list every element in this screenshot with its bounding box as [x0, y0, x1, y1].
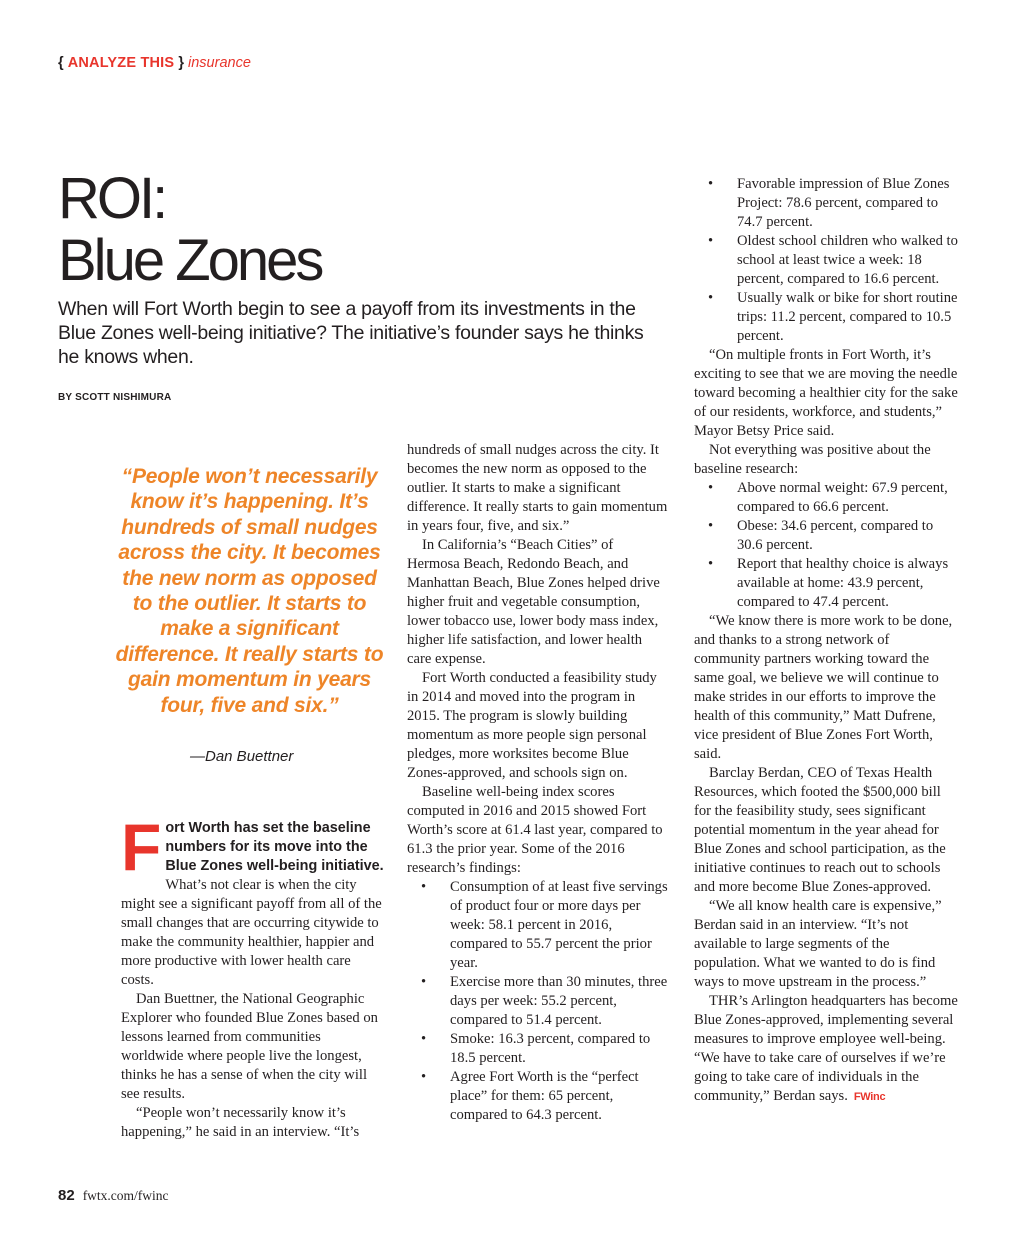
article-title: [58, 168, 321, 292]
byline: BY SCOTT NISHIMURA: [58, 392, 172, 403]
bullet-icon: •: [708, 176, 714, 192]
paragraph: Not everything was positive about the baseline research:: [694, 442, 931, 477]
fwinc-signoff-logo: FWinc: [853, 1091, 886, 1103]
paragraph: Barclay Berdan, CEO of Texas Health Resources, which footed the $500,000 bill for the feasibility study, sees significant potential momentum in the year ahead for Blue Zones and school participation, as the initiative continues to reach out to schools and more become Blue Zones-approved.: [694, 765, 946, 895]
bullet-icon: •: [421, 1031, 427, 1047]
paragraph: Fort Worth conducted a feasibility study in 2014 and moved into the program in 2015. The program is slowly building momentum as more people sign personal pledges, more worksites become Blue Zones-approved, and schools sign on.: [407, 670, 657, 781]
list-item-text: Exercise more than 30 minutes, three days per week: 55.2 percent, compared to 51.4 percent.: [450, 974, 668, 1028]
negative-findings-list: [694, 479, 958, 612]
bullet-icon: •: [708, 518, 714, 534]
lead-paragraph: [121, 810, 384, 990]
list-item-text: Usually walk or bike for short routine trips: 11.2 percent, compared to 10.5 percent.: [737, 290, 958, 344]
article-deck: When will Fort Worth begin to see a payoff from its investments in the Blue Zones well-being initiative? The initiative’s founder says he thinks he knows when.: [58, 298, 644, 368]
list-item: [407, 1068, 669, 1125]
list-item: [407, 1030, 669, 1068]
list-item: [694, 175, 958, 232]
bullet-icon: •: [708, 233, 714, 249]
list-item: [407, 973, 669, 1030]
section-bracket-close: }: [178, 55, 184, 71]
list-item-text: Oldest school children who walked to school at least twice a week: 18 percent, compared to 16.6 percent.: [737, 233, 958, 287]
list-item-text: Report that healthy choice is always available at home: 43.9 percent, compared to 47.4 percent.: [737, 556, 949, 610]
list-item-text: Above normal weight: 67.9 percent, compared to 66.6 percent.: [737, 480, 948, 515]
paragraph: “We know there is more work to be done, and thanks to a strong network of community partners working toward the same goal, we believe we will continue to make strides in our efforts to improve the health of this community,” Matt Dufrene, vice president of Blue Zones Fort Worth, said.: [694, 613, 953, 762]
section-category: insurance: [188, 55, 251, 71]
list-item-text: Agree Fort Worth is the “perfect place” for them: 65 percent, compared to 64.3 percent.: [450, 1069, 639, 1123]
pull-quote-attribution: —Dan Buettner: [190, 748, 294, 765]
page-footer: [58, 1187, 169, 1205]
article-column-1: [121, 810, 384, 1142]
findings-list-continued: [694, 175, 958, 346]
bullet-icon: •: [708, 556, 714, 572]
list-item: [407, 878, 669, 973]
pull-quote: “People won’t necessarily know it’s happening. It’s hundreds of small nudges across the city. It becomes the new norm as opposed to the outlier. It starts to make a significant difference. It really starts to gain momentum in years four, five and six.”: [115, 465, 384, 717]
list-item: [694, 555, 958, 612]
drop-cap: F: [121, 810, 162, 884]
article-column-2: [407, 441, 669, 1125]
paragraph: Baseline well-being index scores computed in 2016 and 2015 showed Fort Worth’s score at 61.4 last year, compared to 61.3 the prior year. Some of the 2016 research’s findings:: [407, 784, 663, 876]
list-item: [694, 517, 958, 555]
list-item-text: Smoke: 16.3 percent, compared to 18.5 percent.: [450, 1031, 651, 1066]
bullet-icon: •: [708, 290, 714, 306]
list-item: [694, 479, 958, 517]
footer-url: fwtx.com/fwinc: [82, 1188, 169, 1203]
paragraph: In California’s “Beach Cities” of Hermosa Beach, Redondo Beach, and Manhattan Beach, Blue Zones helped drive higher fruit and vegetable consumption, lower tobacco use, lower body mass index, higher life satisfaction, and lower health care expense.: [407, 537, 660, 667]
list-item-text: Obese: 34.6 percent, compared to 30.6 percent.: [737, 518, 934, 553]
title-line-2: Blue Zones: [58, 228, 322, 293]
paragraph: “On multiple fronts in Fort Worth, it’s exciting to see that we are moving the needle toward becoming a healthier city for the sake of our residents, workforce, and students,” Mayor Betsy Price said.: [694, 347, 958, 439]
paragraph: hundreds of small nudges across the city. It becomes the new norm as opposed to the outlier. It starts to make a significant difference. It really starts to gain momentum in years four, five, and six.”: [407, 442, 668, 534]
section-label: ANALYZE THIS: [67, 55, 175, 71]
list-item-text: Consumption of at least five servings of product four or more days per week: 58.1 percent in 2016, compared to 55.7 percent the prior year.: [450, 879, 668, 971]
list-item-text: Favorable impression of Blue Zones Project: 78.6 percent, compared to 74.7 percent.: [737, 176, 950, 230]
lead-text: ort Worth has set the baseline numbers for its move into the Blue Zones well-being initiative.: [165, 820, 384, 874]
paragraph: Dan Buettner, the National Geographic Explorer who founded Blue Zones based on lessons learned from communities worldwide where people live the longest, thinks he has a sense of when the city will see results.: [121, 991, 378, 1102]
bullet-icon: •: [421, 879, 427, 895]
final-paragraph: [694, 992, 958, 1107]
findings-list: [407, 878, 669, 1125]
list-item: [694, 289, 958, 346]
article-column-3: [694, 175, 958, 1107]
bullet-icon: •: [421, 974, 427, 990]
bullet-icon: •: [708, 480, 714, 496]
lead-text-rest: What’s not clear is when the city might see a significant payoff from all of the small changes that are occurring citywide to make the community healthier, happier and more productive with lower health care costs.: [121, 877, 382, 988]
section-tag: [58, 55, 251, 71]
paragraph: “People won’t necessarily know it’s happening,” he said in an interview. “It’s: [121, 1105, 360, 1140]
page-number: 82: [58, 1187, 75, 1204]
section-bracket-open: {: [58, 55, 64, 71]
title-line-1: ROI:: [58, 166, 166, 231]
bullet-icon: •: [421, 1069, 427, 1085]
paragraph: “We all know health care is expensive,” Berdan said in an interview. “It’s not available to large segments of the population. What we wanted to do is find ways to move upstream in the process.”: [694, 898, 942, 990]
list-item: [694, 232, 958, 289]
paragraph-text: THR’s Arlington headquarters has become Blue Zones-approved, implementing several measures to improve employee well-being. “We have to take care of ourselves if we’re going to take care of individuals in the community,” Berdan says.: [694, 993, 958, 1104]
